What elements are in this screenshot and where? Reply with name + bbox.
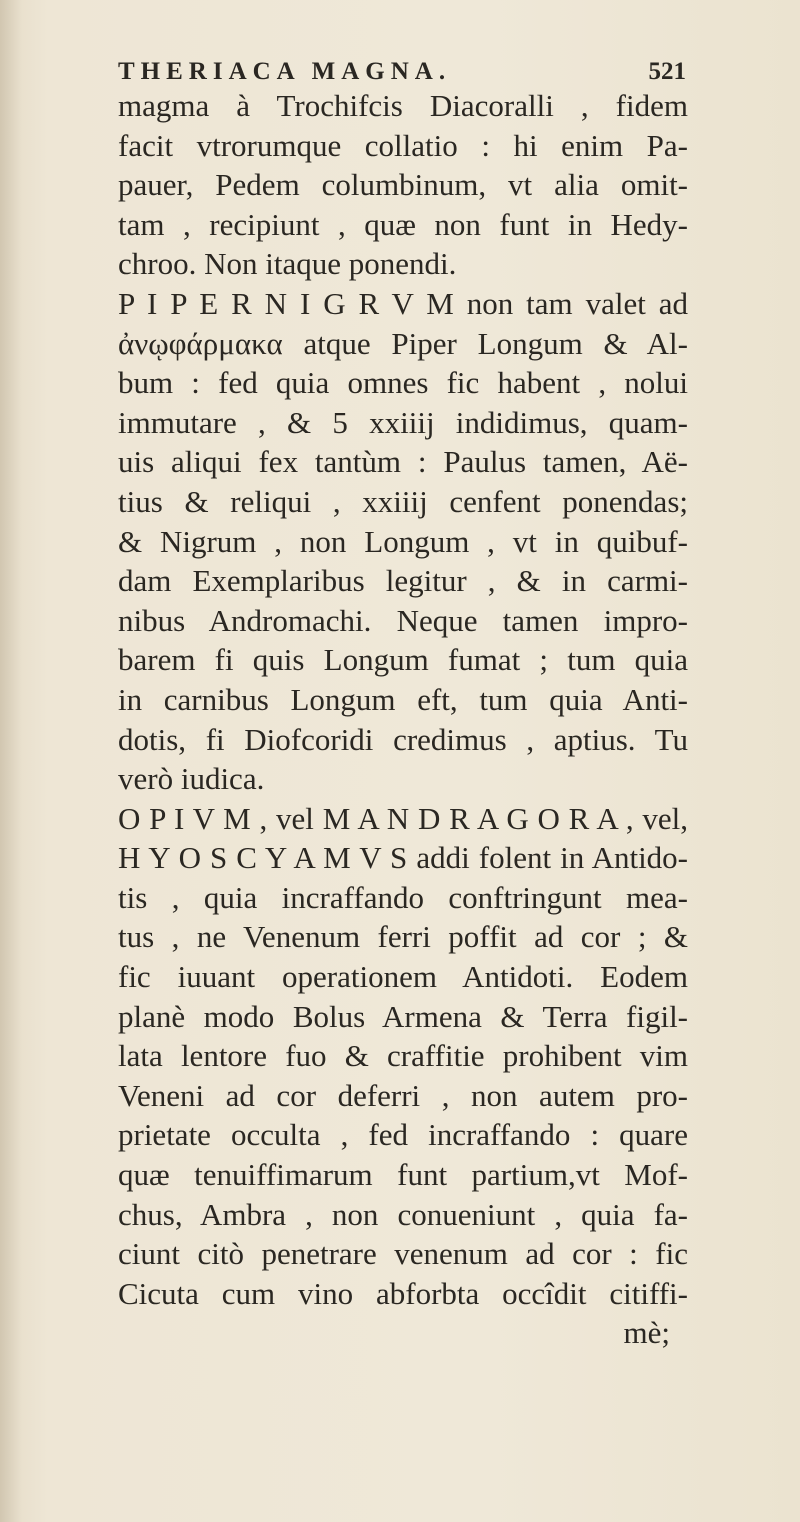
text-line: dam Exemplaribus legitur , & in carmi-: [118, 563, 688, 599]
text-line: H Y O S C Y A M V S addi folent in Antido-: [118, 840, 688, 876]
catchword: mè;: [623, 1315, 670, 1351]
text-line: tam , recipiunt , quæ non funt in Hedy-: [118, 206, 688, 242]
text-line: & Nigrum , non Longum , vt in quibuf-: [118, 523, 688, 559]
text-line: Cicuta cum vino abforbta occîdit citiffi-: [118, 1275, 688, 1311]
spine-shadow: [0, 0, 22, 1522]
text-line: fic iuuant operationem Antidoti. Eodem: [118, 959, 688, 995]
text-line: facit vtrorumque collatio : hi enim Pa-: [118, 127, 688, 163]
text-line: verò iudica.: [118, 761, 265, 797]
text-line: quæ tenuiffimarum funt partium,vt Mof-: [118, 1157, 688, 1193]
text-line: O P I V M , vel M A N D R A G O R A , vel,: [118, 800, 688, 836]
page-number: 521: [648, 58, 686, 85]
text-line: tis , quia incraffando conftringunt mea-: [118, 879, 688, 915]
text-line: ciunt citò penetrare venenum ad cor : fic: [118, 1236, 688, 1272]
running-title: THERIACA MAGNA.: [118, 58, 452, 85]
text-line: immutare , & 5 xxiiij indidimus, quam-: [118, 404, 688, 440]
text-line: magma à Trochifcis Diacoralli , fidem: [118, 88, 688, 123]
text-line: nibus Andromachi. Neque tamen impro-: [118, 602, 688, 638]
text-line: in carnibus Longum eft, tum quia Anti-: [118, 681, 688, 717]
body-text: [118, 86, 688, 1353]
text-line: Veneni ad cor deferri , non autem pro-: [118, 1077, 688, 1113]
text-line: tus , ne Venenum ferri poffit ad cor ; &: [118, 919, 688, 955]
text-line: chroo. Non itaque ponendi.: [118, 246, 457, 282]
text-line: planè modo Bolus Armena & Terra figil-: [118, 998, 688, 1034]
text-line: lata lentore fuo & craffitie prohibent vim: [118, 1038, 688, 1074]
text-line: ἀνῳφάρμακα atque Piper Longum & Al-: [118, 325, 688, 361]
text-line: P I P E R N I G R V M non tam valet ad: [118, 285, 688, 321]
text-line: prietate occulta , fed incraffando : quare: [118, 1117, 688, 1153]
text-line: uis aliqui fex tantùm : Paulus tamen, Aë-: [118, 444, 688, 480]
text-line: bum : fed quia omnes fic habent , nolui: [118, 365, 688, 401]
text-line: pauer, Pedem columbinum, vt alia omit-: [118, 167, 688, 203]
text-line: dotis, fi Diofcoridi credimus , aptius. Tu: [118, 721, 688, 757]
text-line: barem fi quis Longum fumat ; tum quia: [118, 642, 688, 678]
text-line: chus, Ambra , non conueniunt , quia fa-: [118, 1196, 688, 1232]
text-line: tius & reliqui , xxiiij cenfent ponendas;: [118, 483, 688, 519]
